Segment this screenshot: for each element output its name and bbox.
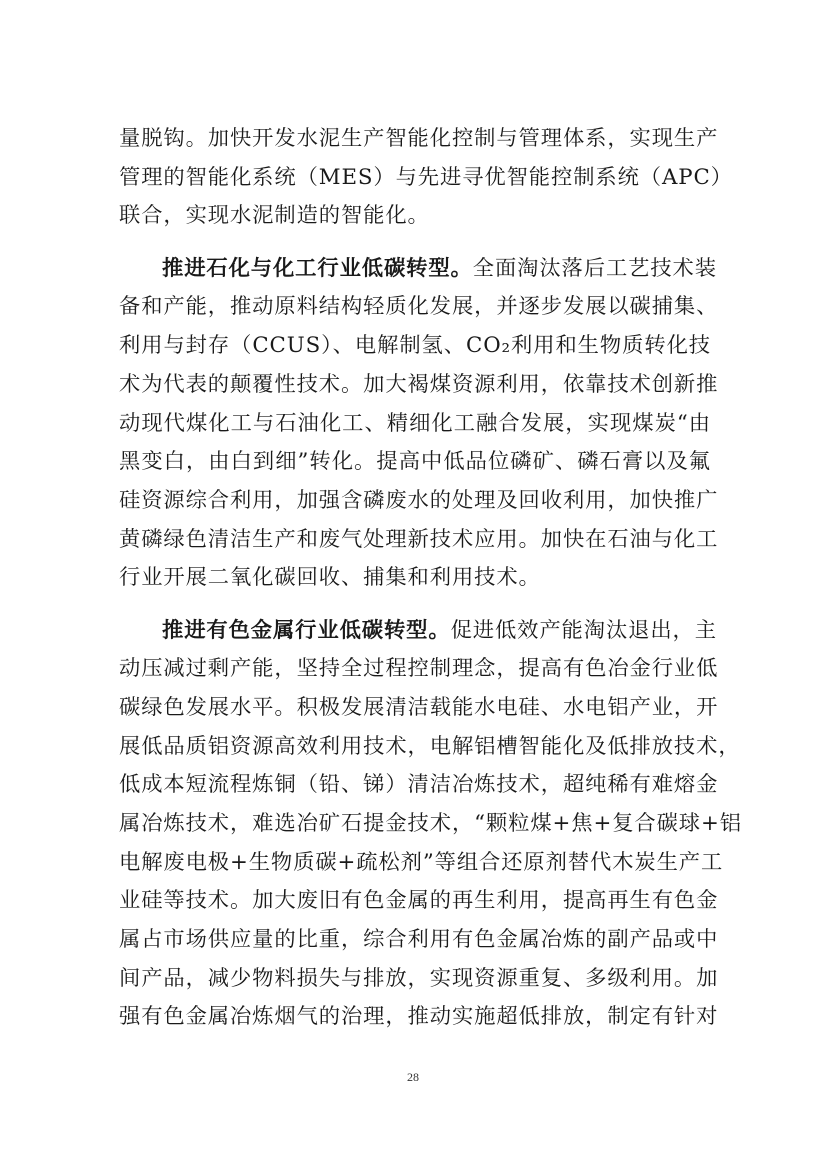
page-number: 28 [407, 1070, 419, 1084]
text-run: 全面淘汰落后工艺技术装 [472, 256, 717, 281]
text-line: 管理的智能化系统（MES）与先进寻优智能控制系统（APC） [119, 165, 733, 190]
text-line: 黄磷绿色清洁生产和废气处理新技术应用。加快在石油与化工 [119, 527, 719, 552]
text-line: 碳绿色发展水平。积极发展清洁载能水电硅、水电铝产业，开 [119, 695, 719, 720]
text-line: 属冶炼技术，难选冶矿石提金技术，“颗粒煤+焦+复合碳球+铝 [119, 811, 742, 836]
text-line: 动压减过剩产能，坚持全过程控制理念，提高有色冶金行业低 [119, 656, 719, 681]
text-line: 强有色金属冶炼烟气的治理，推动实施超低排放，制定有针对 [119, 1004, 719, 1029]
paragraph-first-line [162, 612, 717, 649]
section-heading: 推进有色金属行业低碳转型。 [162, 618, 451, 643]
text-line: 电解废电极+生物质碳+疏松剂”等组合还原剂替代木炭生产工 [119, 850, 724, 875]
text-line: 行业开展二氧化碳回收、捕集和利用技术。 [119, 565, 541, 590]
text-line: 术为代表的颠覆性技术。加大褐煤资源利用，依靠技术创新推 [119, 372, 719, 397]
text-line: 利用与封存（CCUS）、电解制氢、CO₂利用和生物质转化技 [119, 333, 711, 358]
text-line: 动现代煤化工与石油化工、精细化工融合发展，实现煤炭“由 [119, 411, 711, 436]
text-line: 硅资源综合利用，加强含磷废水的处理及回收利用，加快推广 [119, 488, 719, 513]
text-line: 业硅等技术。加大废旧有色金属的再生利用，提高再生有色金 [119, 888, 719, 913]
text-line: 联合，实现水泥制造的智能化。 [119, 203, 430, 228]
text-run: 促进低效产能淘汰退出，主 [450, 618, 717, 643]
section-heading: 推进石化与化工行业低碳转型。 [162, 256, 473, 281]
text-line: 低成本短流程炼铜（铅、锑）清洁冶炼技术，超纯稀有难熔金 [119, 772, 719, 797]
text-line: 属占市场供应量的比重，综合利用有色金属冶炼的副产品或中 [119, 927, 719, 952]
paragraph-first-line [162, 250, 717, 287]
text-line: 量脱钩。加快开发水泥生产智能化控制与管理体系，实现生产 [119, 126, 719, 151]
text-line: 展低品质铝资源高效利用技术，电解铝槽智能化及低排放技术， [119, 734, 741, 759]
text-line: 备和产能，推动原料结构轻质化发展，并逐步发展以碳捕集、 [119, 294, 719, 319]
text-line: 间产品，减少物料损失与排放，实现资源重复、多级利用。加 [119, 966, 719, 991]
text-line: 黑变白，由白到细”转化。提高中低品位磷矿、磷石膏以及氟 [119, 449, 711, 474]
